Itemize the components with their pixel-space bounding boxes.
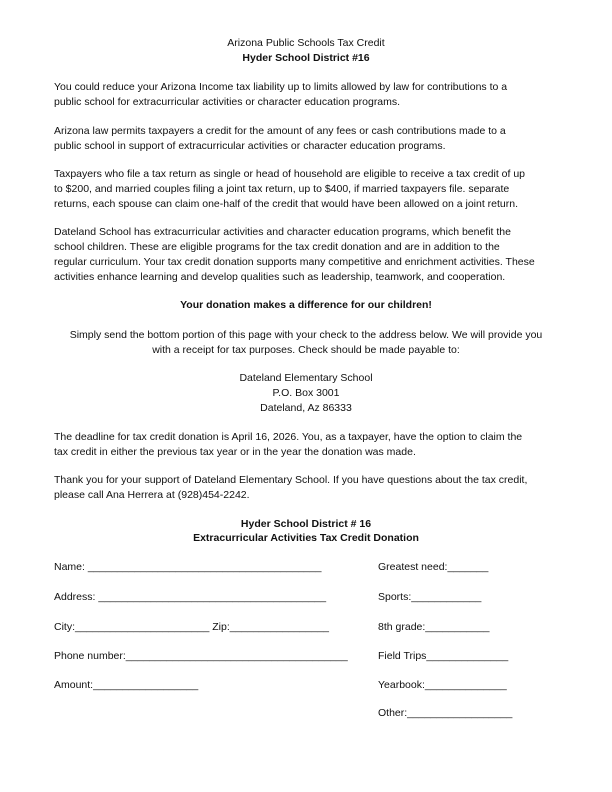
emphasis-heading: Your donation makes a difference for our children! — [180, 299, 432, 311]
other-field[interactable]: Other:__________________ — [378, 707, 513, 719]
form-subtitle: Extracurricular Activities Tax Credit Donation — [193, 532, 419, 544]
form-title: Hyder School District # 16 — [240, 518, 372, 530]
yearbook-field[interactable]: Yearbook:______________ — [378, 679, 507, 691]
document-page: Arizona Public Schools Tax Credit Hyder School District #16 You could reduce your Arizona Income tax liability up to limits allowed by law for contributions to a public school for extracurricular activities or character education programs. Arizona law permits taxpayers a credit for the amount of any fees or cash contributions made to a public school in support of extracurricular activities or character education programs. Taxpayers who file a tax return as single or head of household are eligible to receive a tax credit of up to $200, and married couples filing a joint tax return, up to $400, if married taxpayers file. separate returns, each spouse can claim one-half of the credit that would have been allowed on a joint return. Dateland School has extracurricular activities and character education programs, which benefit the school children. These are eligible programs for the tax credit donation and are in addition to the regular curriculum. Your tax credit donation supports many competitive and enrichment activities. These activities enhance learning and develop qualities such as leadership, teamwork, and cooperation. Your donation makes a difference for our children! Simply send the bottom portion of this page with your check to the address below. We will provide you with a receipt for tax purposes. Check should be made payable to: Dateland Elementary School P.O. Box 3001 Dateland, Az 86333 The deadline for tax credit donation is April 16, 2026. You, as a taxpayer, have the option to claim the tax credit in either the previous tax year or in the year the donation was made. Thank you for your support of Dateland Elementary School. If you have questions about the tax credit, please call Ana Herrera at (928)454-2242. Hyder School District # 16 Extracurricular Activities Tax Credit Donation Name: ________________________________________ Address: _______________________________________ City:_______________________ Zip:_________________ Phone number:______________________________________ Amount:__________________ Greatest need:_______ Sports:____________ 8th grade:___________ Field Trips______________ Yearbook:______________ Other:__________________ — [0, 0, 612, 792]
city-zip-field[interactable]: City:_______________________ Zip:_________________ — [54, 621, 330, 633]
name-field[interactable]: Name: ________________________________________ — [54, 561, 322, 573]
field-trips-field[interactable]: Field Trips______________ — [378, 650, 509, 662]
document-subtitle: Hyder School District #16 — [242, 52, 370, 64]
eighth-grade-field[interactable]: 8th grade:___________ — [378, 621, 490, 633]
address-field[interactable]: Address: _______________________________________ — [54, 591, 327, 603]
amount-field[interactable]: Amount:__________________ — [54, 679, 199, 691]
phone-field[interactable]: Phone number:______________________________________ — [54, 650, 348, 662]
greatest-need-field[interactable]: Greatest need:_______ — [378, 561, 489, 573]
sports-field[interactable]: Sports:____________ — [378, 591, 482, 603]
document-title: Arizona Public Schools Tax Credit — [227, 37, 385, 49]
